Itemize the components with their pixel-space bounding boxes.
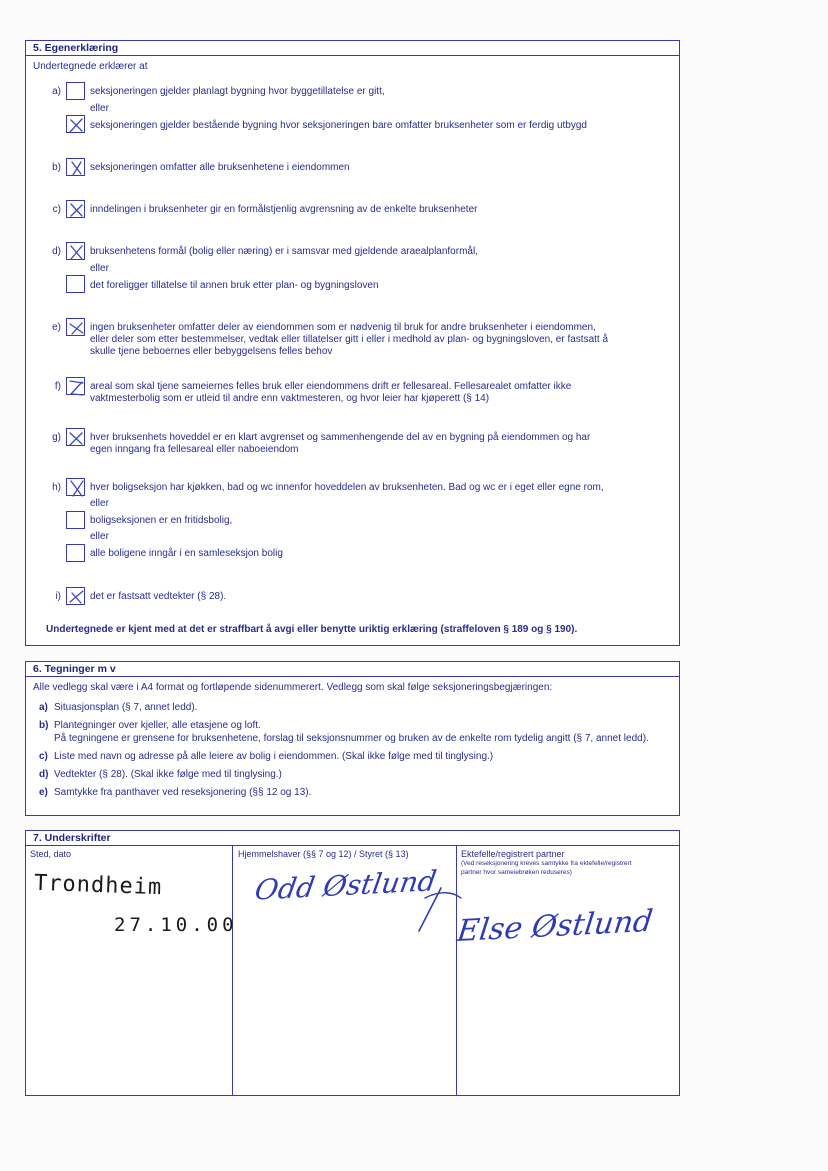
item-h-option3: alle boligene inngår i en samleseksjon bolig (90, 548, 283, 559)
item-a-label: a) (52, 86, 61, 97)
item-g-label: g) (52, 432, 61, 443)
checkbox-h3[interactable] (66, 544, 85, 562)
checkbox-a1[interactable] (66, 82, 85, 100)
section-6-intro: Alle vedlegg skal være i A4 format og fortløpende sidenummerert. Vedlegg som skal følge seksjoneringsbegjæringen: (33, 682, 553, 693)
item-h-option2: boligseksjonen er en fritidsbolig, (90, 515, 233, 526)
item-g-line1: hver bruksenhets hoveddel er en klart avgrenset og sammenhengende del av en bygning på eiendommen og har (90, 432, 591, 443)
checkbox-h2[interactable] (66, 511, 85, 529)
column-divider-2 (456, 845, 457, 1095)
handwritten-place: Trondheim (33, 870, 163, 901)
item-b-text: seksjoneringen omfatter alle bruksenhetene i eiendommen (90, 162, 350, 173)
section-5-intro: Undertegnede erklærer at (33, 61, 148, 72)
attachment-b-label: b) (39, 720, 49, 731)
attachment-b-text-cont: På tegningene er grensene for bruksenhetene, forslag til seksjonsnummer og bruken av de enkelte rom tydelig angitt (§ 7, annet ledd). (54, 733, 649, 744)
attachment-c-text: Liste med navn og adresse på alle leiere av bolig i eiendommen. (Skal ikke følge med til tinglysing.) (54, 751, 494, 762)
checkbox-d1[interactable] (66, 242, 85, 260)
item-f-label: f) (54, 381, 61, 392)
check-mark-icon (67, 159, 86, 177)
section-5-header: 5. Egenerklæring (26, 41, 679, 56)
column-divider-1 (232, 845, 233, 1095)
owner-signature-label: Hjemmelshaver (§§ 7 og 12) / Styret (§ 13) (238, 849, 409, 859)
attachment-d-text: Vedtekter (§ 28). (Skal ikke følge med til tinglysing.) (54, 769, 282, 780)
spouse-consent-note-2: partner hvor sameiebrøken reduseres) (461, 869, 572, 876)
checkbox-g[interactable] (66, 428, 85, 446)
checkbox-d2[interactable] (66, 275, 85, 293)
checkbox-b[interactable] (66, 158, 85, 176)
attachment-e-label: e) (39, 787, 48, 798)
attachment-a-label: a) (39, 702, 48, 713)
item-d-label: d) (52, 246, 61, 257)
check-mark-icon (67, 319, 86, 337)
item-h-or1: eller (90, 498, 109, 509)
owner-signature: Odd Østlund (252, 864, 439, 907)
item-e-line3: skulle tjene beboernes eller bebyggelsens felles behov (90, 346, 333, 357)
section-5-warning: Undertegnede er kjent med at det er straffbart å avgi eller benytte uriktig erklæring (straffeloven § 189 og § 190). (46, 624, 578, 635)
spouse-signature-label: Ektefelle/registrert partner (461, 849, 565, 859)
item-h-option1: hver boligseksjon har kjøkken, bad og wc innenfor hoveddelen av bruksenheten. Bad og wc er i eget eller egne rom, (90, 482, 604, 493)
spouse-signature: Else Østlund (455, 903, 655, 950)
check-mark-icon (67, 588, 86, 606)
attachment-d-label: d) (39, 769, 49, 780)
item-f-line1: areal som skal tjene sameiernes felles bruk eller eiendommens drift er fellesareal. Fellesarealet omfatter ikke (90, 381, 572, 392)
attachment-b-text: Plantegninger over kjeller, alle etasjene og loft. (54, 720, 261, 731)
item-e-line2: eller deler som etter bestemmelser, vedtak eller tillatelser gitt i eller i medhold av plan- og bygningsloven, er fastsatt å (90, 334, 609, 345)
handwritten-date: 27.10.00 (114, 914, 238, 936)
item-f-line2: vaktmesterbolig som er utleid til andre enn vaktmesteren, og hvor leier har kjøperett (§ 14) (90, 393, 490, 404)
checkbox-e[interactable] (66, 318, 85, 336)
section-7-underskrifter (25, 830, 680, 1096)
attachment-a-text: Situasjonsplan (§ 7, annet ledd). (54, 702, 198, 713)
section-6-header: 6. Tegninger m v (26, 662, 679, 677)
attachment-c-label: c) (39, 751, 48, 762)
checkbox-f[interactable] (66, 377, 85, 395)
check-mark-icon (67, 243, 86, 261)
item-a-option2: seksjoneringen gjelder bestående bygning hvor seksjoneringen bare omfatter bruksenheter som er ferdig utbygd (90, 120, 587, 131)
item-i-label: i) (55, 591, 61, 602)
item-a-or: eller (90, 103, 109, 114)
item-i-text: det er fastsatt vedtekter (§ 28). (90, 591, 227, 602)
item-a-option1: seksjoneringen gjelder planlagt bygning hvor byggetillatelse er gitt, (90, 86, 385, 97)
item-b-label: b) (52, 162, 61, 173)
place-date-label: Sted, dato (30, 849, 72, 859)
check-mark-icon (67, 479, 86, 497)
checkbox-i[interactable] (66, 587, 85, 605)
attachment-e-text: Samtykke fra panthaver ved reseksjonering (§§ 12 og 13). (54, 787, 312, 798)
check-mark-icon (67, 378, 86, 396)
checkbox-h1[interactable] (66, 478, 85, 496)
spouse-consent-note-1: (Ved reseksjonering kreves samtykke fra ektefelle/registrert (461, 860, 632, 867)
item-d-option2: det foreligger tillatelse til annen bruk etter plan- og bygningsloven (90, 280, 379, 291)
item-e-line1: ingen bruksenheter omfatter deler av eiendommen som er nødvenig til bruk for andre bruksenheter i eiendommen, (90, 322, 596, 333)
check-mark-icon (67, 429, 86, 447)
checkbox-a2[interactable] (66, 115, 85, 133)
item-d-or: eller (90, 263, 109, 274)
item-c-text: inndelingen i bruksenheter gir en formålstjenlig avgrensning av de enkelte bruksenheter (90, 204, 478, 215)
item-h-or2: eller (90, 531, 109, 542)
section-6-tegninger (25, 661, 680, 816)
item-d-option1: bruksenhetens formål (bolig eller næring) er i samsvar med gjeldende araealplanformål, (90, 246, 478, 257)
check-mark-icon (67, 201, 86, 219)
item-c-label: c) (52, 204, 61, 215)
item-e-label: e) (52, 322, 61, 333)
section-5-egenerklaering (25, 40, 680, 646)
check-mark-icon (67, 116, 86, 134)
checkbox-c[interactable] (66, 200, 85, 218)
item-g-line2: egen inngang fra fellesareal eller naboeiendom (90, 444, 299, 455)
section-7-header: 7. Underskrifter (26, 831, 679, 846)
item-h-label: h) (52, 482, 61, 493)
